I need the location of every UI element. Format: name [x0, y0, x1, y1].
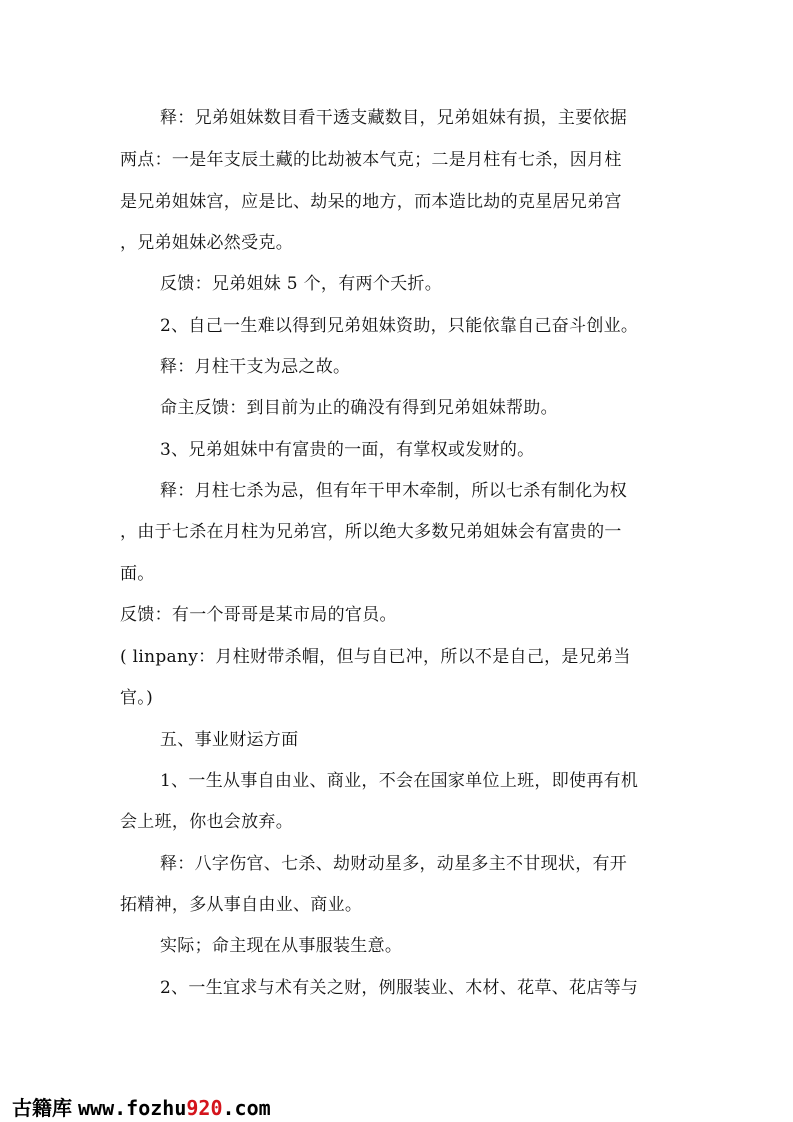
- text-line: 会上班，你也会放弃。: [120, 812, 293, 832]
- text-line: 官。): [120, 688, 154, 708]
- text-line: 面。: [120, 564, 155, 584]
- text-line: 是兄弟姐妹宫，应是比、劫呆的地方，而本造比劫的克星居兄弟宫: [120, 192, 622, 212]
- text-line: 释：月柱七杀为忌，但有年干甲木牵制，所以七杀有制化为权: [160, 481, 628, 501]
- text-line: 实际；命主现在从事服装生意。: [160, 936, 403, 956]
- site-domain[interactable]: [78, 1096, 271, 1120]
- text-line: 两点：一是年支辰土藏的比劫被本气克；二是月柱有七杀，因月柱: [120, 150, 622, 170]
- text-line: 释：月柱干支为忌之故。: [160, 357, 351, 377]
- text-line: 拓精神，多从事自由业、商业。: [120, 895, 363, 915]
- text-line: 2、自己一生难以得到兄弟姐妹资助，只能依靠自己奋斗创业。: [160, 316, 639, 336]
- domain-number: 920: [186, 1096, 223, 1120]
- text-line: 释：八字伤官、七杀、劫财动星多，动星多主不甘现状，有开: [160, 854, 628, 874]
- section-heading: 五、事业财运方面: [160, 730, 299, 750]
- text-line: ( linpany：月柱财带杀帽，但与自已冲，所以不是自己，是兄弟当: [120, 647, 631, 667]
- text-line: 1、一生从事自由业、商业，不会在国家单位上班，即使再有机: [160, 771, 639, 791]
- text-line: ，兄弟姐妹必然受克。: [120, 233, 293, 253]
- domain-suffix: .com: [222, 1096, 271, 1120]
- site-name: 古籍库: [12, 1096, 72, 1120]
- text-line: 反馈：有一个哥哥是某市局的官员。: [120, 605, 397, 625]
- text-line: 释：兄弟姐妹数目看干透支藏数目，兄弟姐妹有损，主要依据: [160, 108, 628, 128]
- text-line: 命主反馈：到目前为止的确没有得到兄弟姐妹帮助。: [160, 398, 558, 418]
- text-line: 3、兄弟姐妹中有富贵的一面，有掌权或发财的。: [160, 440, 535, 460]
- footer-watermark: [12, 1092, 271, 1121]
- domain-prefix: www.fozhu: [78, 1096, 187, 1120]
- text-line: ，由于七杀在月柱为兄弟宫，所以绝大多数兄弟姐妹会有富贵的一: [120, 522, 622, 542]
- text-line: 2、一生宜求与术有关之财，例服装业、木材、花草、花店等与: [160, 978, 639, 998]
- text-line: 反馈：兄弟姐妹 5 个，有两个夭折。: [160, 274, 443, 294]
